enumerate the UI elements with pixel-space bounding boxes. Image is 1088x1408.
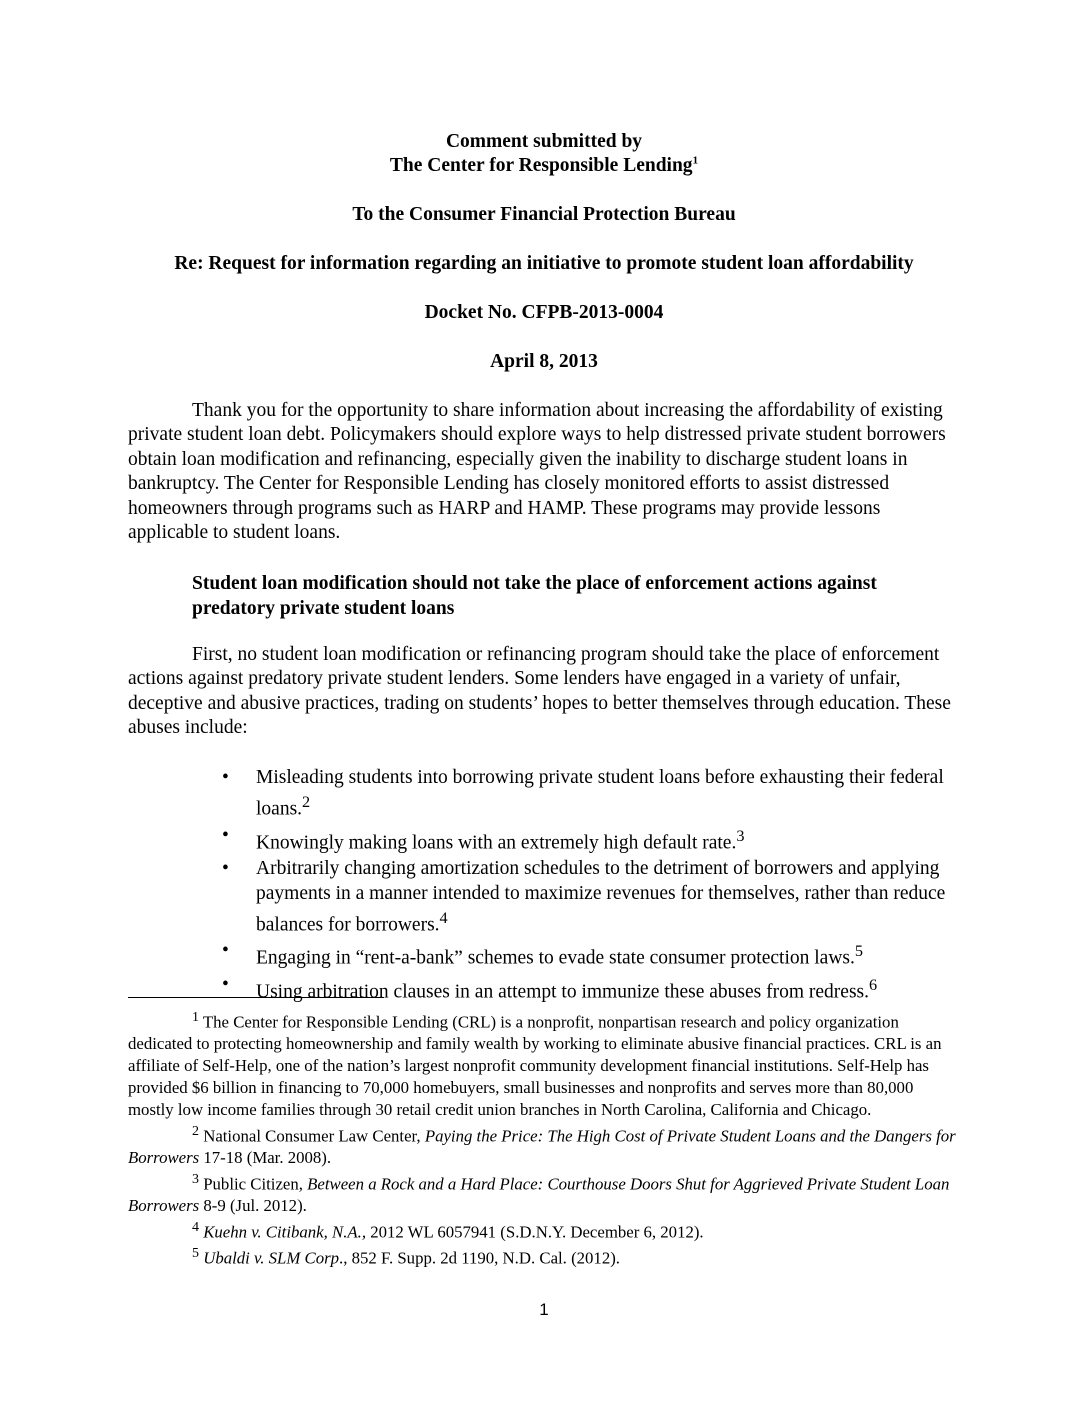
list-item: • Using arbitration clauses in an attempt to immunize these abuses from redress.$^6$	[222, 973, 878, 1003]
bullet-icon: •	[222, 824, 229, 846]
page-number: 1	[539, 1300, 549, 1319]
list-item: • Engaging in “rent-a-bank” schemes to evade state consumer protection laws.$^5$	[222, 940, 863, 969]
bullet-icon: •	[222, 973, 229, 995]
footnote-ref-2[interactable]: 2	[302, 793, 311, 812]
section-heading: Student loan modification should not take the place of enforcement actions against predatory private student loans	[192, 573, 877, 619]
footnote-4: $^4$ Kuehn v. Citibank, N.A., 2012 WL 6057941 (S.D.N.Y. December 6, 2012).	[192, 1219, 704, 1242]
list-item: • Misleading students into borrowing private student loans before exhausting their federal loans.$^2$	[222, 767, 944, 820]
recipient-line: To the Consumer Financial Protection Bureau	[352, 204, 736, 225]
comment-date: April 8, 2013	[490, 351, 598, 372]
footnote-ref-6[interactable]: 6	[869, 975, 878, 994]
abuses-list	[222, 766, 962, 1006]
list-item: • Knowingly making loans with an extremely high default rate.$^3$	[222, 824, 745, 854]
title-line-1: Comment submitted by	[445, 131, 643, 152]
title-line-2: The Center for Responsible Lending$^1$	[389, 154, 699, 176]
footnote-5: $^5$ Ubaldi v. SLM Corp., 852 F. Supp. 2d 1190, N.D. Cal. (2012).	[192, 1246, 621, 1268]
footnote-3: $^3$ Public Citizen, Between a Rock and a Hard Place: Courthouse Doors Shut for Aggrieved Private Student Loan Borrowers 8-9 (Jul. 2012).	[128, 1171, 950, 1216]
bullet-icon: •	[222, 940, 229, 962]
footnote-ref-3[interactable]: 3	[736, 826, 745, 845]
footnote-ref-4[interactable]: 4	[439, 909, 448, 928]
bullet-icon: •	[222, 767, 229, 788]
list-item: • Arbitrarily changing amortization schedules to the detriment of borrowers and applying payments in a manner intended to maximize revenues for themselves, rather than reduce balances for borrowers.$^4$	[222, 858, 946, 936]
footnote-1: $^1$ The Center for Responsible Lending (CRL) is a nonprofit, nonpartisan research and policy organization dedicated to protecting homeownership and family wealth by working to eliminate abusive financial practices. CRL is an affiliate of Self-Help, one of the nation’s largest nonprofit community development financial institutions. Self-Help has provided $6 billion in financing to 70,000 homebuyers, small businesses and nonprofits and serves more than 80,000 mostly low income families through 30 retail credit union branches in North Carolina, California and Chicago.	[128, 1010, 942, 1119]
docket-number: Docket No. CFPB-2013-0004	[424, 302, 664, 323]
footnote-2: $^2$ National Consumer Law Center, Paying the Price: The High Cost of Private Student Loans and the Dangers for Borrowers 17-18 (Mar. 2008).	[128, 1123, 956, 1167]
subject-line: Re: Request for information regarding an initiative to promote student loan affordability	[174, 253, 914, 274]
footnote-ref-5[interactable]: 5	[854, 942, 863, 961]
section-paragraph: First, no student loan modification or refinancing program should take the place of enforcement actions against predatory private student lenders. Some lenders have engaged in a variety of unfair, deceptive and abusive practices, trading on students’ hopes to better themselves through education. These abuses include:	[128, 644, 951, 739]
footnote-divider	[128, 997, 384, 998]
bullet-icon: •	[222, 858, 229, 880]
footnote-ref-1[interactable]: 1	[692, 154, 699, 167]
intro-paragraph: Thank you for the opportunity to share information about increasing the affordability of existing private student loan debt. Policymakers should explore ways to help distressed private student borrowers obtain loan modification and refinancing, especially given the inability to discharge student loans in bankruptcy. The Center for Responsible Lending has closely monitored efforts to assist distressed homeowners through programs such as HARP and HAMP. These programs may provide lessons applicable to student loans.	[128, 400, 946, 544]
footnotes	[128, 1007, 961, 1270]
